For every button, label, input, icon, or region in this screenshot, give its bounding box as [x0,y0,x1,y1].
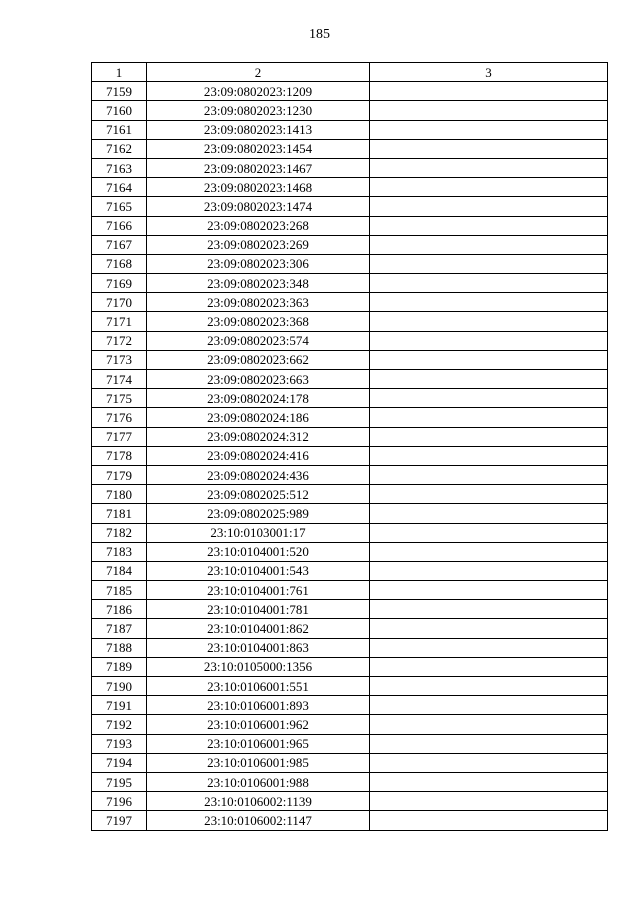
table-row [92,254,608,273]
note-cell [370,465,608,484]
cadastral-number-cell: 23:10:0104001:862 [147,619,370,638]
table-row [92,792,608,811]
cadastral-number-cell: 23:10:0104001:520 [147,542,370,561]
note-cell [370,312,608,331]
note-cell [370,331,608,350]
note-cell [370,254,608,273]
table-row [92,753,608,772]
table-row [92,235,608,254]
cadastral-number-cell: 23:09:0802023:348 [147,274,370,293]
row-number-cell: 7187 [92,619,147,638]
table-row [92,504,608,523]
row-number-cell: 7195 [92,772,147,791]
cadastral-number-cell: 23:10:0104001:543 [147,561,370,580]
cadastral-number-cell: 23:10:0106001:988 [147,772,370,791]
cadastral-number-cell: 23:09:0802023:1474 [147,197,370,216]
row-number-cell: 7161 [92,120,147,139]
note-cell [370,523,608,542]
table-row [92,101,608,120]
row-number-cell: 7191 [92,696,147,715]
table-row [92,657,608,676]
table-row [92,561,608,580]
table-row [92,734,608,753]
note-cell [370,101,608,120]
note-cell [370,619,608,638]
cadastral-number-cell: 23:09:0802024:312 [147,427,370,446]
table-row [92,178,608,197]
table-row [92,523,608,542]
note-cell [370,504,608,523]
note-cell [370,753,608,772]
cadastral-number-cell: 23:09:0802023:368 [147,312,370,331]
table-row [92,331,608,350]
row-number-cell: 7175 [92,389,147,408]
row-number-cell: 7173 [92,350,147,369]
table-row [92,772,608,791]
cadastral-number-cell: 23:09:0802023:662 [147,350,370,369]
table-row [92,811,608,830]
row-number-cell: 7188 [92,638,147,657]
row-number-cell: 7178 [92,446,147,465]
row-number-cell: 7167 [92,235,147,254]
note-cell [370,197,608,216]
row-number-cell: 7168 [92,254,147,273]
cadastral-number-cell: 23:09:0802023:306 [147,254,370,273]
row-number-cell: 7181 [92,504,147,523]
cadastral-number-cell: 23:09:0802024:436 [147,465,370,484]
row-number-cell: 7171 [92,312,147,331]
note-cell [370,677,608,696]
row-number-cell: 7165 [92,197,147,216]
cadastral-number-cell: 23:09:0802024:416 [147,446,370,465]
cadastral-number-cell: 23:09:0802023:663 [147,370,370,389]
note-cell [370,734,608,753]
note-cell [370,235,608,254]
row-number-cell: 7194 [92,753,147,772]
row-number-cell: 7193 [92,734,147,753]
cadastral-number-cell: 23:09:0802025:512 [147,485,370,504]
header-row [92,63,608,82]
table-row [92,677,608,696]
row-number-cell: 7192 [92,715,147,734]
cadastral-number-cell: 23:09:0802024:178 [147,389,370,408]
note-cell [370,216,608,235]
row-number-cell: 7169 [92,274,147,293]
table-row [92,370,608,389]
cadastral-number-cell: 23:09:0802024:186 [147,408,370,427]
note-cell [370,178,608,197]
note-cell [370,485,608,504]
note-cell [370,772,608,791]
table-row [92,274,608,293]
table-row [92,389,608,408]
row-number-cell: 7190 [92,677,147,696]
cadastral-number-cell: 23:10:0106002:1147 [147,811,370,830]
table-row [92,197,608,216]
table-row [92,715,608,734]
cadastral-number-cell: 23:10:0106001:965 [147,734,370,753]
page-number: 185 [309,27,330,42]
table-row [92,312,608,331]
cadastral-number-cell: 23:09:0802025:989 [147,504,370,523]
table-row [92,581,608,600]
note-cell [370,370,608,389]
note-cell [370,600,608,619]
row-number-cell: 7159 [92,82,147,101]
note-cell [370,581,608,600]
table-row [92,293,608,312]
cadastral-number-cell: 23:10:0104001:781 [147,600,370,619]
note-cell [370,293,608,312]
row-number-cell: 7164 [92,178,147,197]
row-number-cell: 7179 [92,465,147,484]
table-row [92,82,608,101]
column-header-2: 2 [147,63,370,82]
note-cell [370,696,608,715]
column-header-1: 1 [92,63,147,82]
table-row [92,696,608,715]
row-number-cell: 7189 [92,657,147,676]
row-number-cell: 7176 [92,408,147,427]
note-cell [370,427,608,446]
cadastral-number-cell: 23:10:0105000:1356 [147,657,370,676]
note-cell [370,638,608,657]
cadastral-number-cell: 23:10:0106001:551 [147,677,370,696]
table-row [92,216,608,235]
note-cell [370,561,608,580]
cadastral-number-cell: 23:10:0106002:1139 [147,792,370,811]
row-number-cell: 7177 [92,427,147,446]
row-number-cell: 7166 [92,216,147,235]
table-row [92,638,608,657]
row-number-cell: 7197 [92,811,147,830]
row-number-cell: 7182 [92,523,147,542]
note-cell [370,792,608,811]
table-row [92,120,608,139]
cadastral-number-cell: 23:09:0802023:1413 [147,120,370,139]
cadastral-number-cell: 23:10:0104001:863 [147,638,370,657]
note-cell [370,389,608,408]
cadastral-number-cell: 23:10:0104001:761 [147,581,370,600]
note-cell [370,274,608,293]
cadastral-number-cell: 23:09:0802023:269 [147,235,370,254]
table-row [92,619,608,638]
note-cell [370,350,608,369]
cadastral-number-cell: 23:10:0103001:17 [147,523,370,542]
note-cell [370,408,608,427]
note-cell [370,542,608,561]
table-row [92,408,608,427]
note-cell [370,158,608,177]
cadastral-number-cell: 23:09:0802023:268 [147,216,370,235]
row-number-cell: 7162 [92,139,147,158]
row-number-cell: 7186 [92,600,147,619]
cadastral-number-cell: 23:10:0106001:962 [147,715,370,734]
row-number-cell: 7160 [92,101,147,120]
row-number-cell: 7174 [92,370,147,389]
row-number-cell: 7184 [92,561,147,580]
table-row [92,600,608,619]
note-cell [370,657,608,676]
row-number-cell: 7180 [92,485,147,504]
note-cell [370,446,608,465]
table-row [92,139,608,158]
table-row [92,158,608,177]
table-row [92,465,608,484]
note-cell [370,715,608,734]
cadastral-number-cell: 23:10:0106001:985 [147,753,370,772]
cadastral-number-cell: 23:09:0802023:574 [147,331,370,350]
row-number-cell: 7196 [92,792,147,811]
table-row [92,485,608,504]
cadastral-number-cell: 23:10:0106001:893 [147,696,370,715]
cadastral-number-cell: 23:09:0802023:1209 [147,82,370,101]
table-row [92,446,608,465]
cadastral-number-cell: 23:09:0802023:1454 [147,139,370,158]
table-row [92,542,608,561]
row-number-cell: 7183 [92,542,147,561]
note-cell [370,139,608,158]
row-number-cell: 7185 [92,581,147,600]
table-row [92,427,608,446]
table-row [92,350,608,369]
cadastral-table [91,62,608,831]
row-number-cell: 7163 [92,158,147,177]
cadastral-number-cell: 23:09:0802023:363 [147,293,370,312]
cadastral-number-cell: 23:09:0802023:1467 [147,158,370,177]
cadastral-number-cell: 23:09:0802023:1468 [147,178,370,197]
table-body [92,82,608,830]
note-cell [370,120,608,139]
cadastral-number-cell: 23:09:0802023:1230 [147,101,370,120]
note-cell [370,811,608,830]
row-number-cell: 7170 [92,293,147,312]
column-header-3: 3 [370,63,608,82]
note-cell [370,82,608,101]
row-number-cell: 7172 [92,331,147,350]
